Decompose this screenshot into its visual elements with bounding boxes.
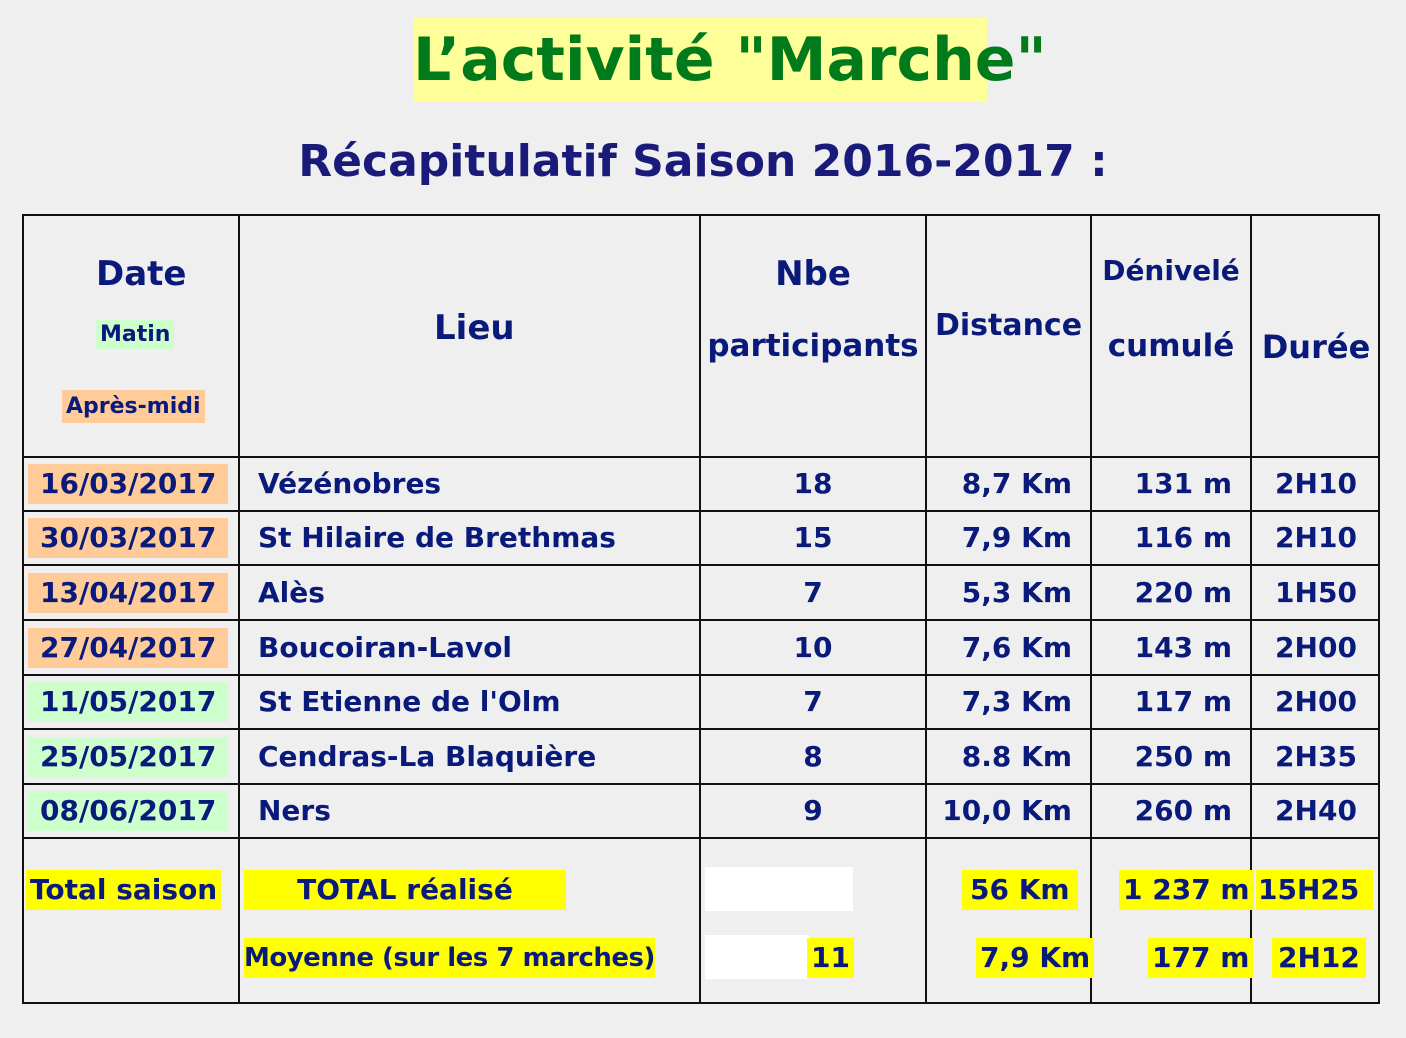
row-divider: [24, 837, 1378, 839]
page-subtitle: Récapitulatif Saison 2016-2017 :: [298, 136, 1108, 187]
row-duree: 1H50: [1275, 576, 1357, 609]
row-divider: [24, 510, 1378, 512]
header-lieu: Lieu: [434, 308, 515, 348]
row-divider: [24, 674, 1378, 676]
moyenne-participants-blank: [705, 935, 809, 979]
row-duree: 2H00: [1275, 631, 1357, 664]
row-date: 13/04/2017: [28, 573, 228, 613]
row-divider: [24, 456, 1378, 458]
row-date: 27/04/2017: [28, 628, 228, 668]
row-participants: 7: [803, 685, 823, 718]
row-denivele: 220 m: [1134, 576, 1232, 609]
header-denivele: Dénivelé: [1102, 254, 1240, 287]
row-duree: 2H35: [1275, 740, 1357, 773]
row-divider: [24, 564, 1378, 566]
header-cumule: cumulé: [1107, 328, 1235, 364]
row-participants: 9: [803, 794, 823, 827]
row-divider: [24, 728, 1378, 730]
row-duree: 2H40: [1275, 794, 1357, 827]
header-duree: Durée: [1261, 328, 1371, 366]
total-distance: 56 Km: [962, 870, 1078, 910]
row-denivele: 250 m: [1134, 740, 1232, 773]
total-realise-label: TOTAL réalisé: [244, 870, 566, 910]
row-date: 25/05/2017: [28, 737, 228, 777]
moyenne-distance: 7,9 Km: [976, 938, 1094, 978]
row-divider: [24, 783, 1378, 785]
row-divider: [24, 619, 1378, 621]
row-distance: 8.8 Km: [961, 740, 1072, 773]
row-duree: 2H10: [1275, 521, 1357, 554]
row-lieu: Vézénobres: [258, 467, 442, 500]
row-lieu: St Etienne de l'Olm: [258, 685, 561, 718]
header-nbe: Nbe: [775, 254, 851, 294]
row-duree: 2H10: [1275, 467, 1357, 500]
row-participants: 7: [803, 576, 823, 609]
row-date: 08/06/2017: [28, 791, 228, 831]
row-distance: 8,7 Km: [961, 467, 1072, 500]
page-title: L’activité "Marche": [413, 18, 987, 102]
row-denivele: 117 m: [1134, 685, 1232, 718]
row-distance: 7,3 Km: [961, 685, 1072, 718]
row-participants: 18: [793, 467, 833, 500]
row-lieu: St Hilaire de Brethmas: [258, 521, 616, 554]
moyenne-denivele: 177 m: [1148, 938, 1253, 978]
row-denivele: 143 m: [1134, 631, 1232, 664]
row-distance: 7,9 Km: [961, 521, 1072, 554]
row-date: 11/05/2017: [28, 682, 228, 722]
row-duree: 2H00: [1275, 685, 1357, 718]
row-denivele: 260 m: [1134, 794, 1232, 827]
row-distance: 5,3 Km: [961, 576, 1072, 609]
legend-apres-midi: Après-midi: [62, 390, 205, 423]
row-distance: 7,6 Km: [961, 631, 1072, 664]
moyenne-duree: 2H12: [1272, 938, 1366, 978]
recap-table: [22, 214, 1380, 1004]
total-participants-blank: [705, 867, 853, 911]
row-participants: 8: [803, 740, 823, 773]
moyenne-participants: 11: [807, 938, 854, 978]
row-lieu: Ners: [258, 794, 331, 827]
total-saison-label: Total saison: [26, 870, 221, 910]
row-date: 16/03/2017: [28, 464, 228, 504]
row-lieu: Alès: [258, 576, 325, 609]
row-denivele: 131 m: [1134, 467, 1232, 500]
row-participants: 15: [793, 521, 833, 554]
header-date: Date: [96, 254, 187, 294]
col-divider: [238, 216, 240, 1002]
row-lieu: Boucoiran-Lavol: [258, 631, 513, 664]
row-participants: 10: [793, 631, 833, 664]
header-participants: participants: [707, 328, 919, 364]
header-distance: Distance: [934, 308, 1083, 343]
row-distance: 10,0 Km: [942, 794, 1072, 827]
total-duree: 15H25: [1256, 870, 1373, 910]
moyenne-label: Moyenne (sur les 7 marches): [244, 938, 655, 978]
row-denivele: 116 m: [1134, 521, 1232, 554]
legend-matin: Matin: [96, 320, 174, 349]
total-denivele: 1 237 m: [1119, 870, 1254, 910]
row-date: 30/03/2017: [28, 518, 228, 558]
row-lieu: Cendras-La Blaquière: [258, 740, 597, 773]
